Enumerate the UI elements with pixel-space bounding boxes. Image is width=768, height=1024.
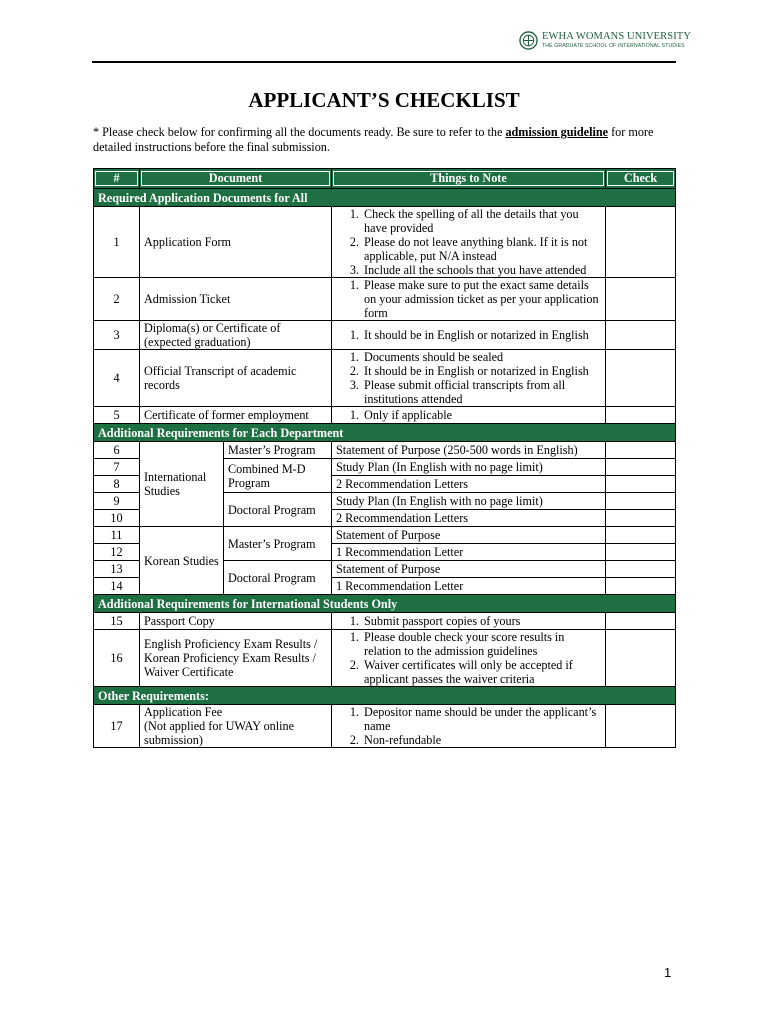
row-number: 12 [94,544,140,561]
section-department: Additional Requirements for Each Department [94,424,676,442]
row-number: 15 [94,613,140,630]
document-name: Official Transcript of academic records [140,350,332,407]
check-cell[interactable] [606,476,676,493]
check-cell[interactable] [606,350,676,407]
row-number: 13 [94,561,140,578]
row-number: 16 [94,630,140,687]
program-doctoral: Doctoral Program [224,493,332,527]
checklist-table [93,168,676,748]
notes-cell [332,207,606,278]
note-item: 2. It should be in English or notarized in English [362,364,601,378]
program-masters: Master’s Program [224,527,332,561]
document-name: English Proficiency Exam Results / Korean Proficiency Exam Results / Waiver Certificate [140,630,332,687]
document-name: Application Form [140,207,332,278]
document-name [140,705,332,748]
note-item: 1. Please make sure to put the exact same details on your admission ticket as per your application form [362,278,601,320]
table-row [94,442,676,459]
note-item: 2. Waiver certificates will only be accepted if applicant passes the waiver criteria [362,658,601,686]
row-number: 1 [94,207,140,278]
check-cell[interactable] [606,207,676,278]
row-number: 9 [94,493,140,510]
note-item: 3. Please submit official transcripts from all institutions attended [362,378,601,406]
notes-list [336,630,601,686]
university-logo [519,31,691,50]
note-item: 1. Only if applicable [362,408,601,422]
note-text: Statement of Purpose [332,561,606,578]
notes-cell [332,278,606,321]
check-cell[interactable] [606,578,676,595]
note-text: 2 Recommendation Letters [332,476,606,493]
row-number: 5 [94,407,140,424]
logo-subtitle: THE GRADUATE SCHOOL OF INTERNATIONAL STUDIES [542,42,685,49]
document-name-line: (Not applied for UWAY online submission) [144,719,295,747]
notes-list [336,705,601,747]
note-item: 3. Include all the schools that you have attended [362,263,601,277]
notes-cell [332,350,606,407]
notes-list [336,278,601,320]
table-row [94,350,676,407]
notes-cell [332,613,606,630]
note-text: 2 Recommendation Letters [332,510,606,527]
header-document: Document [140,169,332,189]
university-emblem-icon [519,31,538,50]
document-name: Passport Copy [140,613,332,630]
program-masters: Master’s Program [224,442,332,459]
table-row [94,630,676,687]
page-title: APPLICANT’S CHECKLIST [248,88,520,112]
notes-cell [332,630,606,687]
row-number: 10 [94,510,140,527]
row-number: 17 [94,705,140,748]
group-international-studies: International Studies [140,442,224,527]
note-text: 1 Recommendation Letter [332,578,606,595]
section-international: Additional Requirements for International Students Only [94,595,676,613]
note-item: 1. It should be in English or notarized in English [362,328,601,342]
note-text: Study Plan (In English with no page limit) [332,493,606,510]
check-cell[interactable] [606,278,676,321]
check-cell[interactable] [606,630,676,687]
notes-list [336,408,601,422]
notes-list [336,614,601,628]
row-number: 3 [94,321,140,350]
row-number: 4 [94,350,140,407]
admission-guideline-link[interactable]: admission guideline [505,125,609,139]
document-name: Admission Ticket [140,278,332,321]
check-cell[interactable] [606,459,676,476]
note-item: 1. Submit passport copies of yours [362,614,601,628]
table-row [94,278,676,321]
group-korean-studies: Korean Studies [140,527,224,595]
check-cell[interactable] [606,493,676,510]
intro-after: for more detailed instructions before the final submission. [93,125,654,154]
row-number: 11 [94,527,140,544]
check-cell[interactable] [606,510,676,527]
note-text: Statement of Purpose (250-500 words in English) [332,442,606,459]
table-row [94,705,676,748]
note-item: 1. Check the spelling of all the details that you have provided [362,207,601,235]
row-number: 7 [94,459,140,476]
notes-cell [332,705,606,748]
check-cell[interactable] [606,613,676,630]
header-check: Check [606,169,676,189]
note-text: 1 Recommendation Letter [332,544,606,561]
note-text: Statement of Purpose [332,527,606,544]
table-row [94,321,676,350]
program-combined: Combined M-D Program [224,459,332,493]
notes-list [336,328,601,342]
check-cell[interactable] [606,527,676,544]
intro-text [93,125,683,155]
notes-list [336,207,601,277]
section-other: Other Requirements: [94,687,676,705]
note-item: 2. Non-refundable [362,733,601,747]
table-row [94,527,676,544]
document-name: Certificate of former employment [140,407,332,424]
notes-cell [332,407,606,424]
notes-cell [332,321,606,350]
logo-name: EWHA WOMANS UNIVERSITY [542,31,691,43]
check-cell[interactable] [606,705,676,748]
table-header-row [94,169,676,189]
section-required: Required Application Documents for All [94,189,676,207]
check-cell[interactable] [606,544,676,561]
page-number: 1 [664,965,672,980]
header-num: # [94,169,140,189]
header-notes: Things to Note [332,169,606,189]
check-cell[interactable] [606,321,676,350]
note-item: 1. Depositor name should be under the applicant’s name [362,705,601,733]
row-number: 14 [94,578,140,595]
check-cell[interactable] [606,407,676,424]
row-number: 8 [94,476,140,493]
note-text: Study Plan (In English with no page limit) [332,459,606,476]
header-rule [92,61,676,63]
note-item: 1. Please double check your score results in relation to the admission guidelines [362,630,601,658]
note-item: 1. Documents should be sealed [362,350,601,364]
table-row [94,613,676,630]
document-name: Diploma(s) or Certificate of (expected graduation) [140,321,332,350]
document-name-line: Application Fee [144,705,223,719]
check-cell[interactable] [606,442,676,459]
intro-before: * Please check below for confirming all the documents ready. Be sure to refer to the [93,125,506,139]
note-item: 2. Please do not leave anything blank. If it is not applicable, put N/A instead [362,235,601,263]
program-doctoral: Doctoral Program [224,561,332,595]
row-number: 2 [94,278,140,321]
table-row [94,407,676,424]
notes-list [336,350,601,406]
table-row [94,207,676,278]
row-number: 6 [94,442,140,459]
check-cell[interactable] [606,561,676,578]
